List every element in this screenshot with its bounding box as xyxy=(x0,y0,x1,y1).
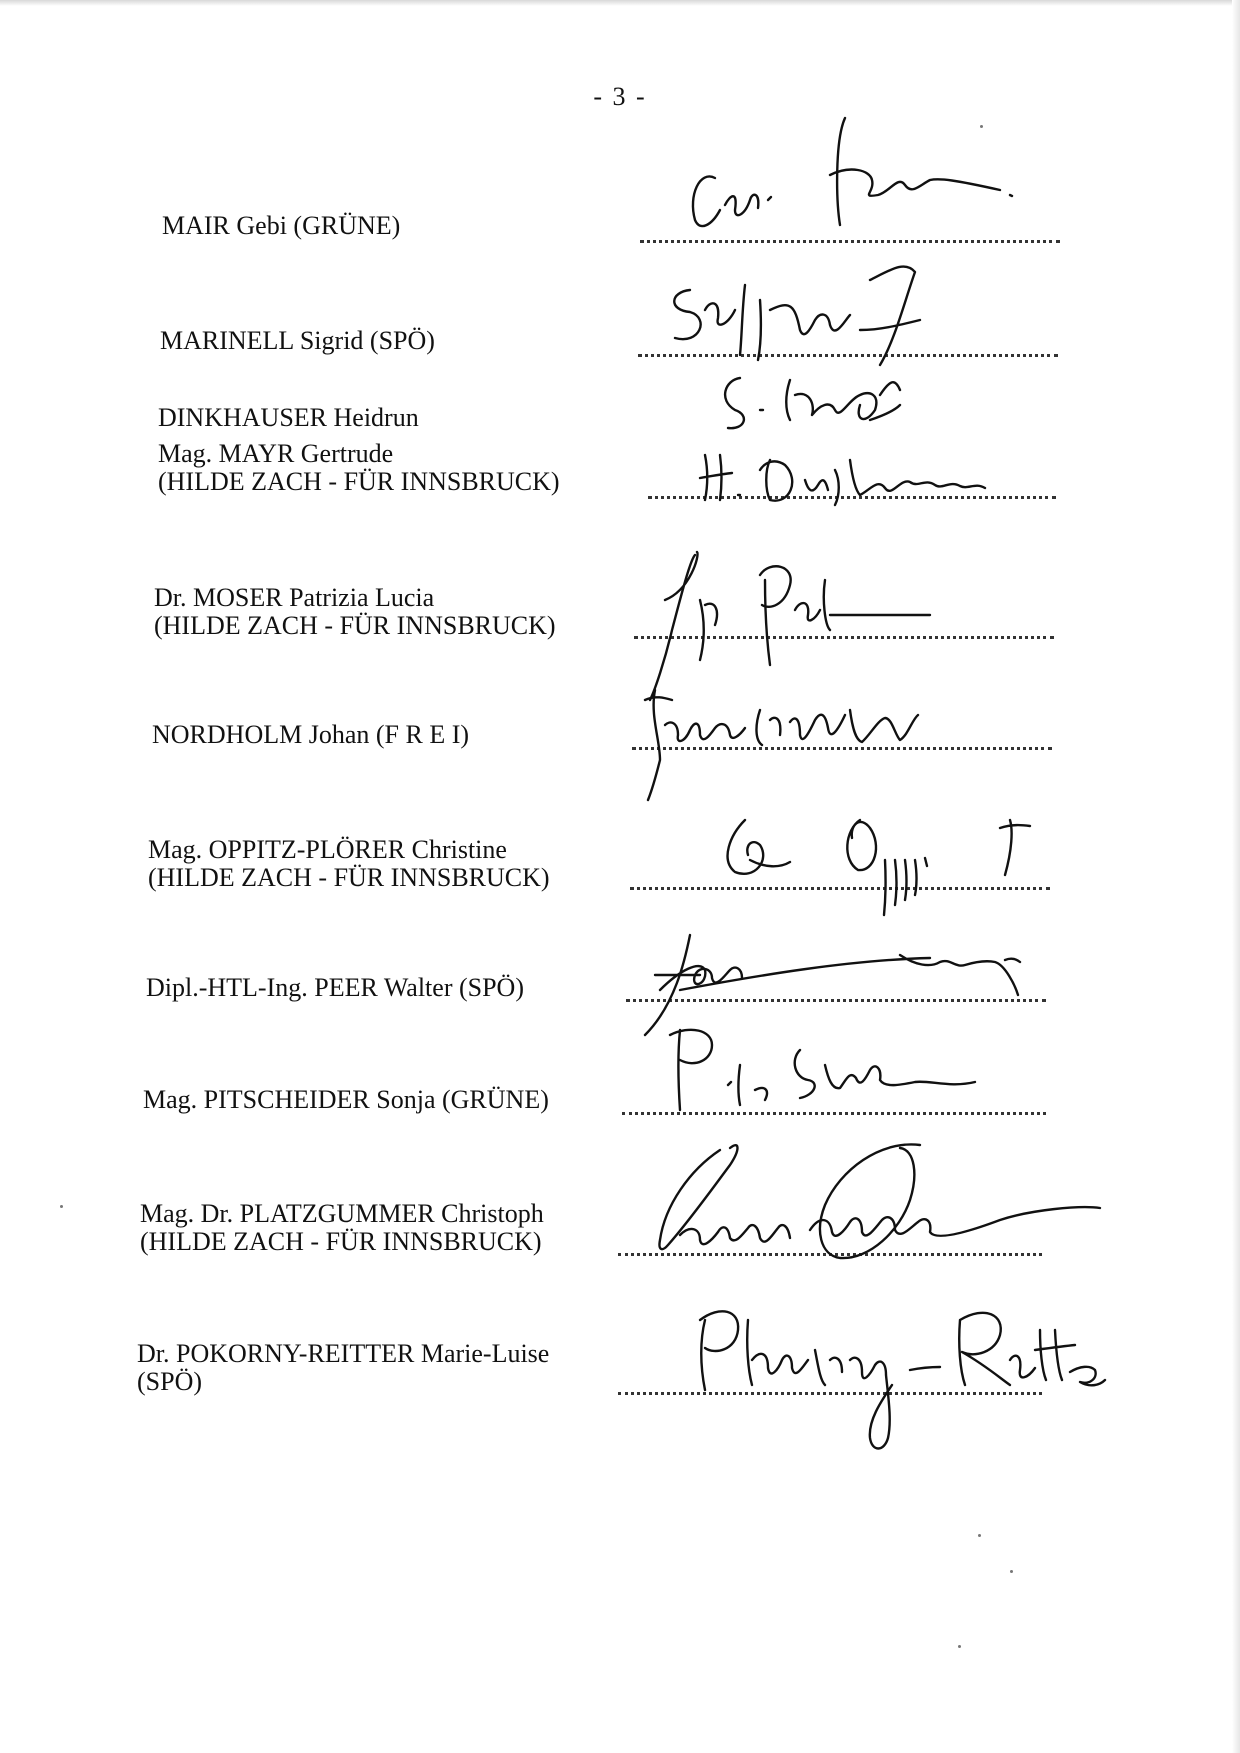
scan-right-edge xyxy=(1232,0,1240,1753)
signatory-pitscheider xyxy=(143,1086,549,1114)
signature-pokorny-reitter xyxy=(700,1311,1105,1448)
signature-line-marinell xyxy=(638,354,1058,357)
signature-line-peer xyxy=(626,999,1046,1002)
signature-nordholm xyxy=(645,690,918,800)
signature-line-platzgummer xyxy=(618,1253,1042,1256)
signatory-platzgummer xyxy=(140,1200,544,1256)
signatory-moser xyxy=(154,584,556,640)
signatory-name-line: MARINELL Sigrid (SPÖ) xyxy=(160,326,435,355)
signatory-nordholm xyxy=(152,721,469,749)
signatory-name-line: Mag. OPPITZ-PLÖRER Christine xyxy=(148,835,507,864)
signature-line-pokorny-reitter xyxy=(618,1392,1042,1395)
scan-speck xyxy=(978,1534,981,1537)
scan-top-edge xyxy=(0,0,1240,6)
signature-line-nordholm xyxy=(632,747,1052,750)
signature-moser xyxy=(650,552,930,700)
signatory-peer xyxy=(146,974,524,1002)
signature-line-moser xyxy=(634,636,1054,639)
signature-platzgummer xyxy=(659,1144,1100,1258)
signatory-marinell xyxy=(160,327,435,355)
signatory-name-line: MAIR Gebi (GRÜNE) xyxy=(162,211,401,240)
signature-mayr-dinkhauser xyxy=(700,378,985,505)
signatory-party-line: (HILDE ZACH - FÜR INNSBRUCK) xyxy=(148,863,550,892)
signature-marinell xyxy=(674,267,920,365)
page-number: - 3 - xyxy=(593,82,647,111)
signatory-name-line: Dr. POKORNY-REITTER Marie-Luise xyxy=(137,1339,550,1368)
signature-line-mair xyxy=(640,240,1060,243)
signatory-party-line: (HILDE ZACH - FÜR INNSBRUCK) xyxy=(140,1227,542,1256)
scan-speck xyxy=(1010,1570,1013,1573)
signature-pitscheider xyxy=(670,1030,975,1110)
scan-speck xyxy=(60,1205,63,1208)
signature-oppitz xyxy=(728,820,1030,915)
signature-line-dinkhauser-mayr xyxy=(648,496,1056,499)
signatory-name-line: Mag. MAYR Gertrude xyxy=(158,439,394,468)
scan-speck xyxy=(980,125,983,128)
signatory-mair xyxy=(162,212,400,240)
signatory-name-line: Mag. Dr. PLATZGUMMER Christoph xyxy=(140,1199,544,1228)
signature-line-pitscheider xyxy=(622,1112,1046,1115)
signatory-dinkhauser-mayr xyxy=(158,404,560,496)
signature-peer xyxy=(645,935,1020,1035)
signatory-pokorny-reitter xyxy=(137,1340,549,1396)
signatory-name-line: Dr. MOSER Patrizia Lucia xyxy=(154,583,435,612)
signatory-party-line: (SPÖ) xyxy=(137,1367,203,1396)
signatory-party-line: (HILDE ZACH - FÜR INNSBRUCK) xyxy=(158,467,560,496)
signature-line-oppitz-ploerer xyxy=(630,887,1050,890)
signatory-name-line: Mag. PITSCHEIDER Sonja (GRÜNE) xyxy=(143,1085,549,1114)
signatory-oppitz-ploerer xyxy=(148,836,550,892)
signatory-party-line: (HILDE ZACH - FÜR INNSBRUCK) xyxy=(154,611,556,640)
signature-mair xyxy=(693,118,1012,226)
signatory-name-line: NORDHOLM Johan (F R E I) xyxy=(152,720,470,749)
signatory-name-line: Dipl.-HTL-Ing. PEER Walter (SPÖ) xyxy=(146,973,524,1002)
signatory-name-line: DINKHAUSER Heidrun xyxy=(158,403,419,432)
scan-speck xyxy=(958,1645,961,1648)
